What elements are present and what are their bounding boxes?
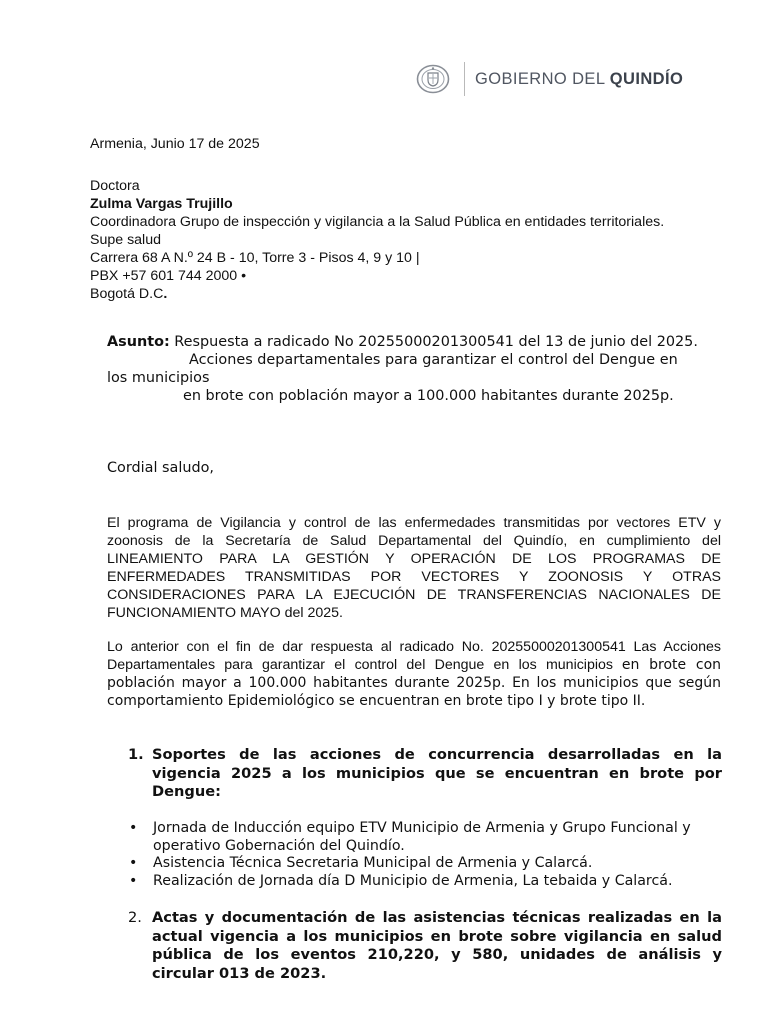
recipient-block — [90, 177, 730, 303]
bullet-icon: • — [129, 855, 138, 871]
coat-of-arms-icon — [414, 63, 452, 95]
greeting: Cordial saludo, — [107, 460, 214, 476]
list-item: • Realización de Jornada día D Municipio de Armenia, La tebaida y Calarcá. — [129, 872, 673, 889]
body-paragraph-2 — [107, 638, 721, 710]
list-item: • Jornada de Inducción equipo ETV Municipio de Armenia y Grupo Funcional y operativo Gobernación del Quindío. — [129, 820, 691, 854]
section-1-heading — [128, 746, 722, 802]
section-2-title: Actas y documentación de las asistencias técnicas realizadas en la actual vigencia a los municipios en brote sobre vigilancia en salud pública de los eventos 210,220, y 580, unidades de análisis y circular 013 de 2023. — [152, 909, 722, 982]
recipient-title: Doctora — [90, 178, 140, 194]
logo-text: GOBIERNO DEL QUINDÍO — [475, 69, 684, 88]
section-2-number: 2. — [128, 909, 142, 926]
date-text: Armenia, Junio 17 de 2025 — [90, 136, 260, 152]
subject-line-1: Respuesta a radicado No 20255000201300541 del 13 de junio del 2025. — [169, 334, 698, 350]
paragraph-2-part-1: Lo anterior con el fin de dar respuesta al radicado No. 20255000201300541 Las Acciones Departamentales para garantizar el control del Dengue en los municipios — [107, 639, 721, 673]
section-1-number: 1. — [128, 746, 144, 763]
recipient-name: Zulma Vargas Trujillo — [90, 196, 233, 212]
body-paragraph-1: El programa de Vigilancia y control de las enfermedades transmitidas por vectores ETV y zoonosis de la Secretaría de Salud Departamental del Quindío, en cumplimiento del LINEAMIENTO PARA LA GESTIÓN Y OPERACIÓN DE LOS PROGRAMAS DE ENFERMEDADES TRANSMITIDAS POR VECTORES Y ZOONOSIS Y OTRAS CONSIDERACIONES PARA LA EJECUCIÓN DE TRANSFERENCIAS NACIONALES DE FUNCIONAMIENTO MAYO del 2025. — [107, 515, 721, 621]
recipient-phone: PBX +57 601 744 2000 • — [90, 268, 247, 284]
recipient-city: Bogotá D.C. — [90, 286, 168, 302]
bullet-icon: • — [129, 872, 138, 889]
subject-block — [107, 333, 727, 405]
header-logo — [414, 62, 683, 96]
list-item: • Asistencia Técnica Secretaria Municipal de Armenia y Calarcá. — [129, 855, 593, 871]
paragraph-2-part-2: en brote con población mayor a 100.000 habitantes durante 2025p. En los municipios que según comportamiento Epidemiológico se encuentran en brote tipo I y brote tipo II. — [107, 657, 722, 709]
subject-line-4: en brote con población mayor a 100.000 habitantes durante 2025p. — [183, 388, 674, 404]
section-1-title: Soportes de las acciones de concurrencia desarrolladas en la vigencia 2025 a los municipios que se encuentran en brote por Dengue: — [152, 746, 722, 800]
subject-line-3: los municipios — [107, 370, 210, 386]
subject-label: Asunto: — [107, 334, 170, 350]
recipient-position: Coordinadora Grupo de inspección y vigilancia a la Salud Pública en entidades territoriales. — [90, 214, 665, 230]
logo-divider — [464, 62, 465, 96]
subject-line-2: Acciones departamentales para garantizar el control del Dengue en — [189, 352, 678, 368]
section-1-list — [128, 820, 722, 890]
bullet-icon: • — [129, 820, 138, 836]
recipient-address: Carrera 68 A N.º 24 B - 10, Torre 3 - Pisos 4, 9 y 10 | — [90, 250, 420, 266]
section-2-heading — [128, 909, 722, 983]
date-line — [90, 135, 730, 153]
recipient-entity: Supe salud — [90, 232, 161, 248]
